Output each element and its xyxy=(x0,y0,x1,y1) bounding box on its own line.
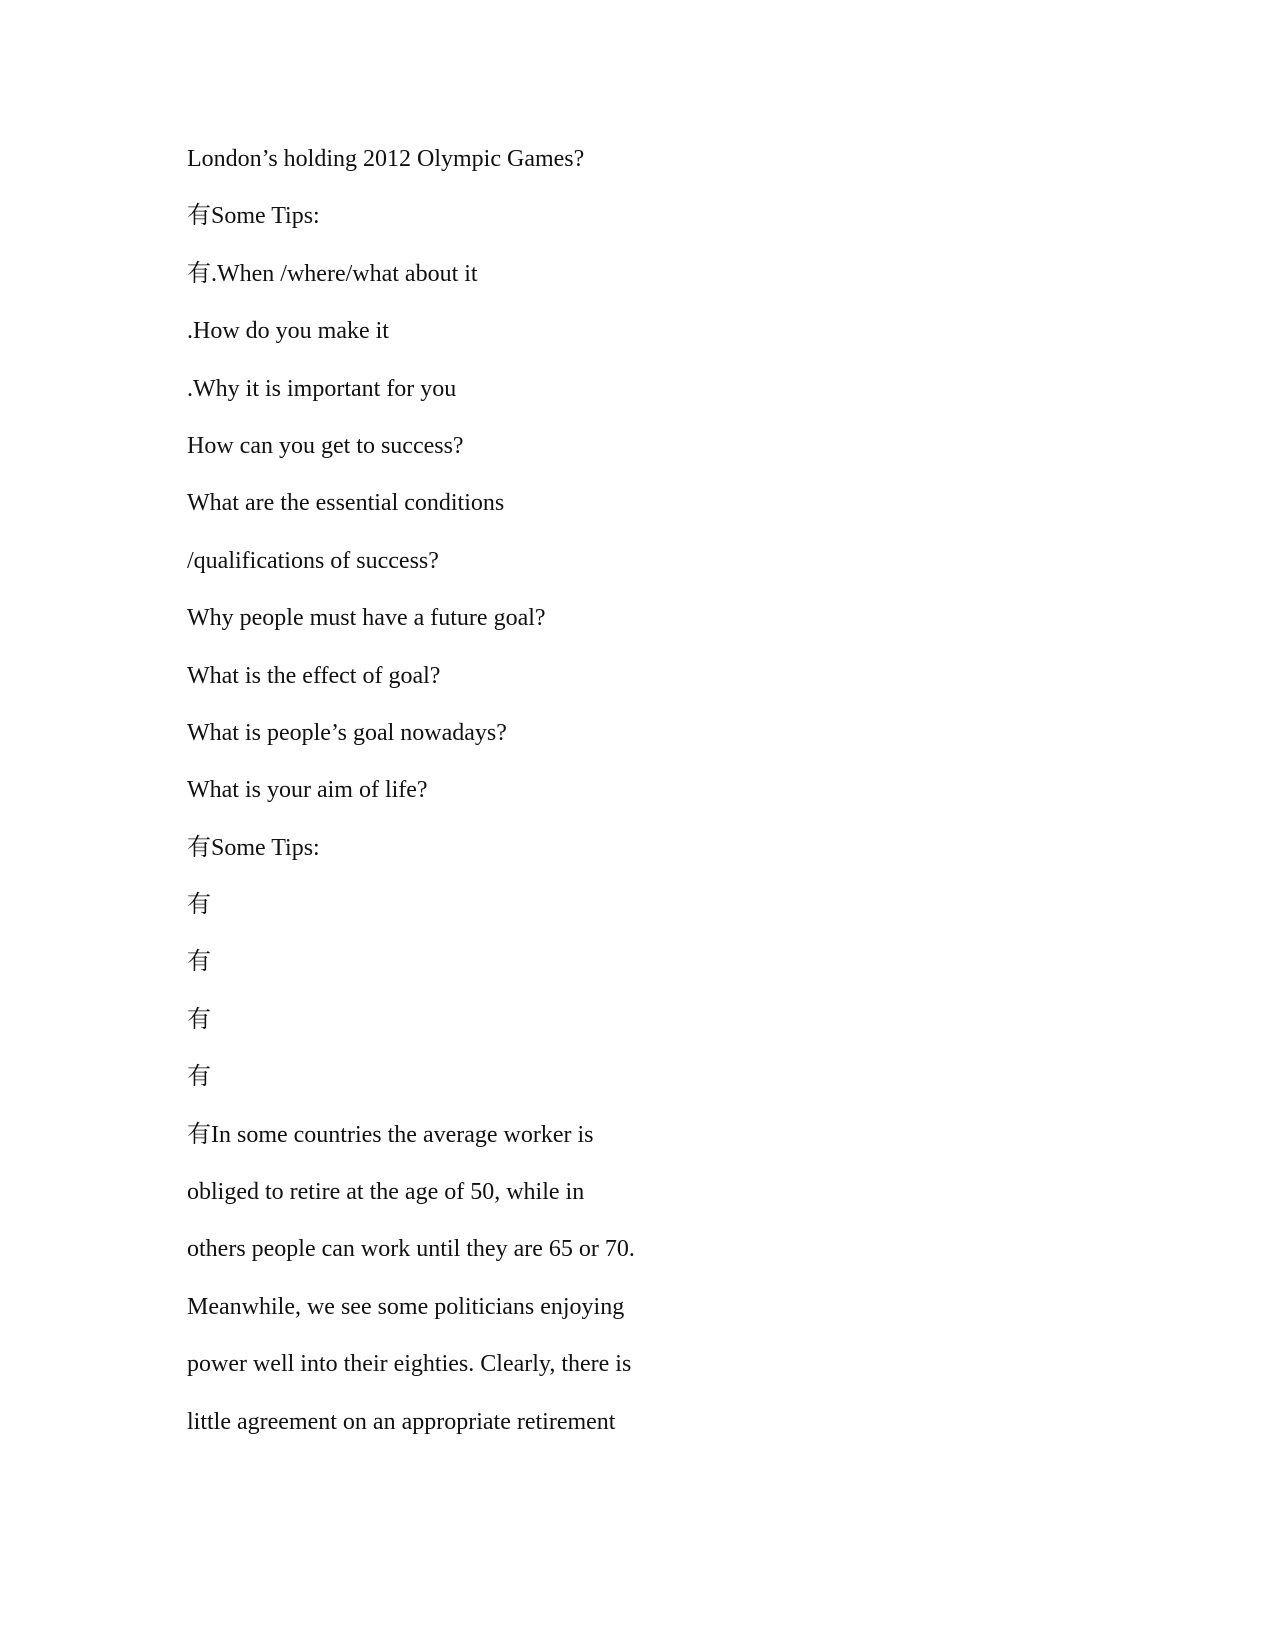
text-line: Meanwhile, we see some politicians enjoying xyxy=(187,1293,625,1320)
text-line: 有 xyxy=(187,1006,211,1033)
text-line: obliged to retire at the age of 50, while in xyxy=(187,1179,585,1206)
text-line: Why people must have a future goal? xyxy=(187,605,546,632)
text-line: .Why it is important for you xyxy=(187,375,457,402)
text-line: How can you get to success? xyxy=(187,432,464,459)
document-text xyxy=(187,144,1087,1464)
text-line: 有 xyxy=(187,949,211,976)
text-line: London’s holding 2012 Olympic Games? xyxy=(187,146,585,172)
text-line: 有.When /where/what about it xyxy=(187,260,478,287)
text-line: What are the essential conditions xyxy=(187,490,505,517)
text-line: little agreement on an appropriate retirement xyxy=(187,1408,616,1435)
text-line: What is people’s goal nowadays? xyxy=(187,719,507,746)
text-line: What is your aim of life? xyxy=(187,777,428,804)
text-line: 有 xyxy=(187,1064,211,1091)
text-line: 有Some Tips: xyxy=(187,834,320,861)
text-line: others people can work until they are 65 or 70. xyxy=(187,1236,635,1263)
text-line: /qualifications of success? xyxy=(187,547,439,574)
text-line: 有Some Tips: xyxy=(187,203,320,230)
text-line: .How do you make it xyxy=(187,318,389,345)
text-line: 有In some countries the average worker is xyxy=(187,1121,594,1148)
text-line: 有 xyxy=(187,892,211,919)
text-line: power well into their eighties. Clearly, there is xyxy=(187,1351,632,1378)
text-line: What is the effect of goal? xyxy=(187,662,441,689)
